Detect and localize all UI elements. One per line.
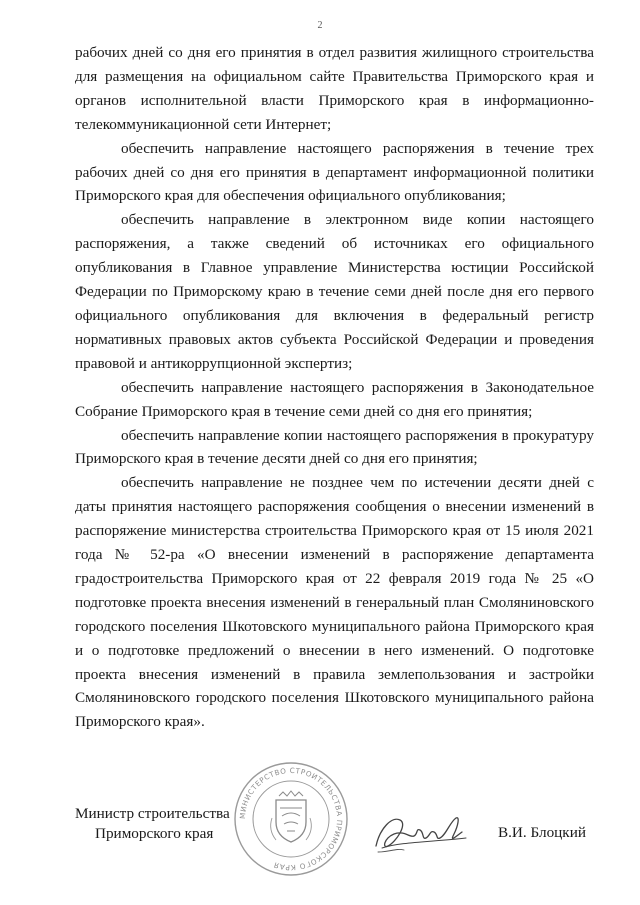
page-number: 2 <box>317 20 323 31</box>
svg-text:МИНИСТЕРСТВО СТРОИТЕЛЬСТВА ПРИ <box>238 766 344 872</box>
paragraph-5: обеспечить направление копии настоящего распоряжения в прокуратуру Приморского края в течение десяти дней со дня его принятия; <box>75 426 594 468</box>
paragraph-1: рабочих дней со дня его принятия в отдел развития жилищного строительства для размещения на официальном сайте Правительства Приморского края и органов исполнительной власти Приморского края в информационно-телекоммуникационной сети Интернет; <box>75 44 594 133</box>
handwritten-signature <box>370 808 480 858</box>
signer-name: В.И. Блоцкий <box>498 824 586 841</box>
paragraph-6: обеспечить направление не позднее чем по истечении десяти дней с даты принятия настоящего распоряжения сообщения о внесении изменений в распоряжение министерства строительства Приморского края от 15 июля 2021 года № 52-ра «О внесении изменений в распоряжение департамента градостроительства Приморского края от 22 февраля 2019 года № 25 «О подготовке проекта внесения изменений в генеральный план Смоляниновского городского поселения Шкотовского муниципального района Приморского края и о подготовке предложений о внесении в него изменений. О подготовке проекта внесения изменений в правила землепользования и застройки Смоляниновского городского поселения Шкотовского муниципального района Приморского края». <box>75 474 594 731</box>
paragraph-4: обеспечить направление настоящего распоряжения в Законодательное Собрание Приморского края в течение семи дней со дня его принятия; <box>75 378 594 420</box>
document-body <box>75 41 594 734</box>
signature-block <box>0 760 640 905</box>
signer-position-line1: Министр строительства <box>75 805 230 822</box>
signer-position-line2: Приморского края <box>95 825 214 842</box>
paragraph-3: обеспечить направление в электронном виде копии настоящего распоряжения, а также сведений об источниках его официального опубликования в Главное управление Министерства юстиции Российской Федерации по Приморскому краю в течение семи дней после дня его первого официального опубликования для включения в федеральный регистр нормативных правовых актов субъекта Российской Федерации и проведения правовой и антикоррупционной экспертиз; <box>75 211 594 372</box>
seal-ring-text: МИНИСТЕРСТВО СТРОИТЕЛЬСТВА ПРИМОРСКОГО КРАЯ <box>237 765 345 873</box>
paragraph-2: обеспечить направление настоящего распоряжения в течение трех рабочих дней со дня его принятия в департамент информационной политики Приморского края для обеспечения официального опубликования; <box>75 139 594 205</box>
official-seal-stamp <box>232 760 350 878</box>
signer-position <box>75 804 230 844</box>
